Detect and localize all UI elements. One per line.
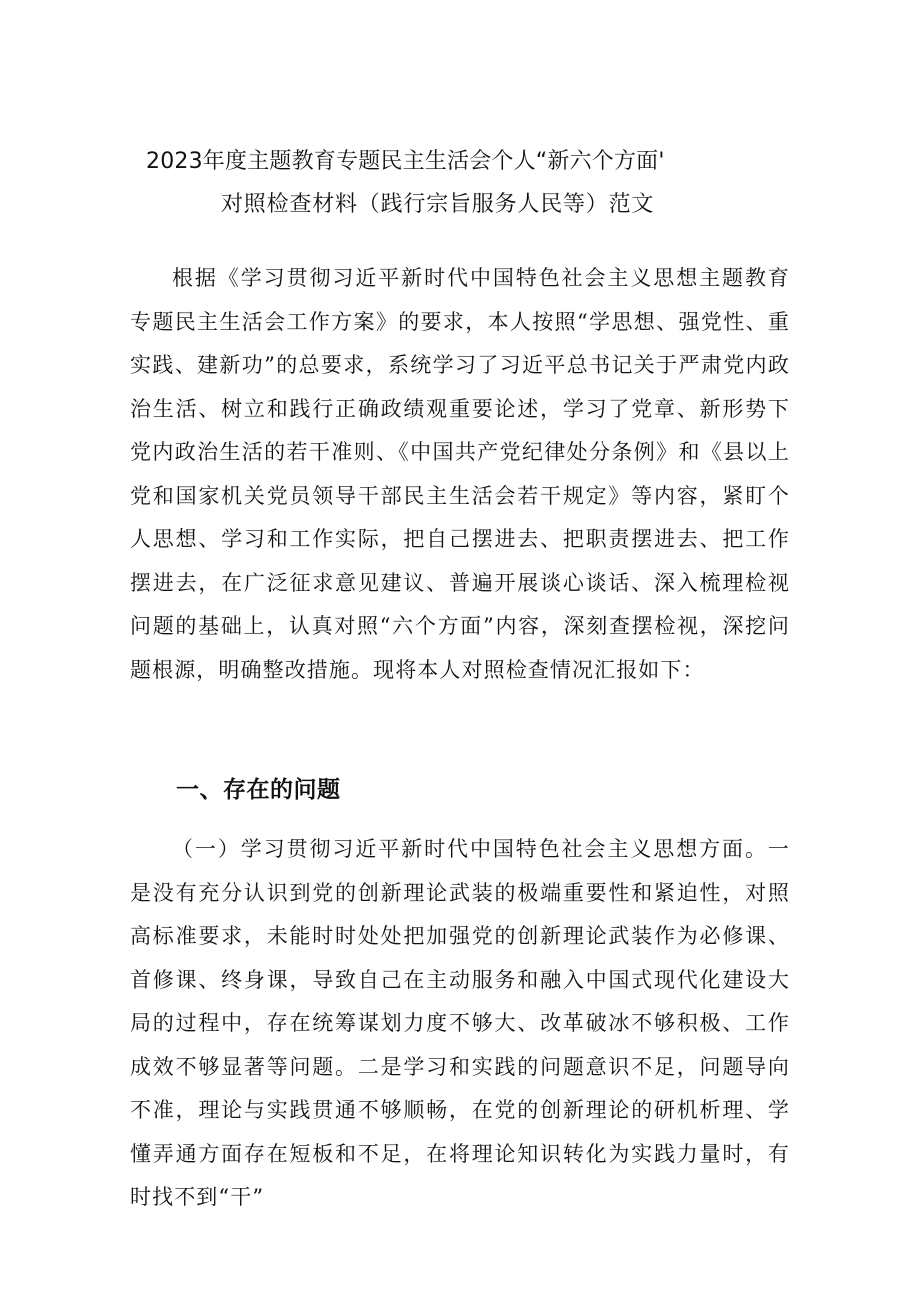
intro-paragraph: 根据《学习贯彻习近平新时代中国特色社会主义思想主题教育专题民主生活会工作方案》的要求，本人按照“学思想、强党性、重实践、建新功”的总要求，系统学习了习近平总书记关于严肃党内政治生活、树立和践行正确政绩观重要论述，学习了党章、新形势下党内政治生活的若干准则、《中国共产党纪律处分条例》和《县以上党和国家机关党员领导干部民主生活会若干规定》等内容，紧盯个人思想、学习和工作实际，把自己摆进去、把职责摆进去、把工作摆进去，在广泛征求意见建议、普遍开展谈心谈话、深入梳理检视问题的基础上，认真对照“六个方面”内容，深刻查摆检视，深挖问题根源，明确整改措施。现将本人对照检查情况汇报如下：	[130, 266, 790, 682]
section-heading: 一、存在的问题	[176, 777, 341, 803]
document-title-line-2: 对照检查材料（践行宗旨服务人民等）范文	[221, 192, 655, 217]
document-title-line-1: 2023年度主题教育专题民主生活会个人“新六个方面'	[146, 149, 665, 174]
section-paragraph: （一）学习贯彻习近平新时代中国特色社会主义思想方面。一是没有充分认识到党的创新理论武装的极端重要性和紧迫性，对照高标准要求，未能时时处处把加强党的创新理论武装作为必修课、首修课、终身课，导致自己在主动服务和融入中国式现代化建设大局的过程中，存在统筹谋划力度不够大、改革破冰不够积极、工作成效不够显著等问题。二是学习和实践的问题意识不足，问题导向不准，理论与实践贯通不够顺畅，在党的创新理论的研机析理、学懂弄通方面存在短板和不足，在将理论知识转化为实践力量时，有时找不到“干”	[130, 837, 790, 1209]
